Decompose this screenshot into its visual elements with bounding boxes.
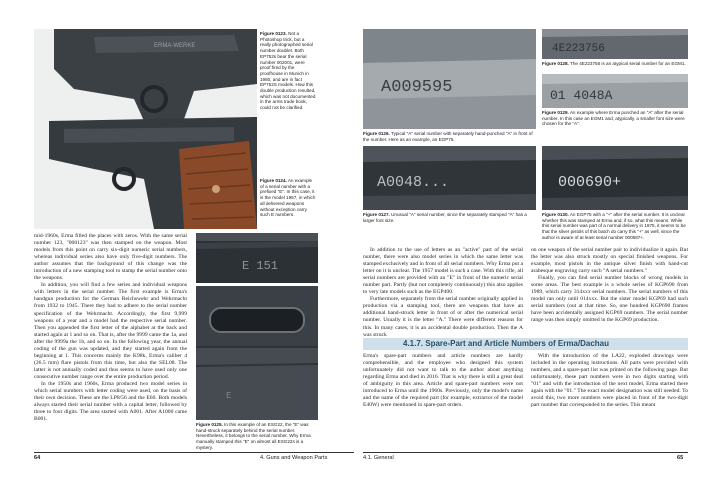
section-heading: 4.1.7. Spare-Part and Article Numbers of Erma/Dachau [403, 339, 609, 348]
figure-0126-label: Figure 0126. [363, 131, 390, 136]
left-footer-rule [34, 452, 354, 453]
stamp-0124: E 151 [242, 259, 279, 273]
left-running-head: 4. Guns and Weapon Parts [260, 455, 328, 461]
right-paragraph-1: on one weapon of the serial number pair to individualize it again. But the letter was also struck mostly on special finished weapons. For example, most pistols in the antique silver finish with hand-cut arabesque engraving carry such "A serial numbers." [531, 247, 688, 275]
left-paragraph-3: In the 1950s and 1960s, Erma produced two model series in which serial numbers with letter coding were used, on the basis of their own decision. These are the LP8/56 and the E60. Both models always started their serial number with a capital letter, followed by three to four digits. The area started with A001. After A1000 came B001. [34, 380, 187, 423]
stamp-0128: 4E223756 [552, 43, 605, 55]
right-column-text [531, 247, 688, 325]
stamp-0127: A0048... [377, 174, 450, 191]
figure-0128-photo [542, 29, 688, 59]
middle-column-text [363, 247, 523, 339]
stamp-0126: A009595 [381, 78, 453, 97]
figure-0130-label: Figure 0130. [542, 212, 569, 217]
figure-0127-caption [363, 212, 536, 223]
figure-0124-text: An example of a serial number with a prefixed "E". In this case, it is the model 1957, in which all delivered weapons without exception carry such E numbers. [260, 178, 316, 218]
stamp-0123: ERMA-WERKE [154, 43, 196, 49]
right-page-number: 65 [677, 455, 684, 461]
section-left-paragraph: Erma's spare-part numbers and article numbers are hardly comprehensible, and the employee who designed this system unfortunately did not want to talk to the author about anything regarding Erma and died in 2016. That is why there is still a great deal of ambiguity in this area. Article and spare-part numbers were not introduced to Erma until the 1960s. Previously, only the model's name and the name of the required part (for example, extractor of the model E40W) were mentioned in spare-part orders. [363, 353, 523, 409]
figure-0125-label: Figure 0125. [196, 422, 223, 427]
figure-0124-caption [260, 178, 316, 218]
figure-0123-text: Not a Photoshop trick, but a really photographed serial number doublet. Both EP752s bear the serial number 002001, were proof fired by the proofhouse in Munich in 1980, and are in fact EP752S models. How this double production resulted, which was not documented in the arms trade book, could not be clarified. [260, 31, 316, 111]
figure-0126-photo [363, 29, 536, 129]
left-paragraph-1: mid-1960s, Erma filled the places with zeros. With the same serial number 123, "000123" was then stamped on the weapon. Most models from this point on carry six-digit numeric serial numbers, whereas individual series also have only five-digit numbers. The author assumes that the background of this change was the introduction of a new stamping tool to stamp the serial number onto the weapons. [34, 233, 187, 282]
figure-0123-label: Figure 0123. [260, 31, 287, 36]
section-right-paragraph: With the introduction of the LA22, exploded drawings were included in the operating instructions. All parts were provided with numbers, and a spare-part list was printed on the following page. But unfortunately, these part numbers were in two digits starting with "01" and with the introduction of the next model, Erma started there again with the "01." The exact model designation was still needed. To avoid this, two more numbers were placed in front of the two-digit part number that corresponded to the series. This meant [531, 353, 688, 409]
figure-0128-caption [542, 61, 688, 67]
figure-0130-photo [542, 146, 688, 210]
figure-0126-text: Typical "A" serial number with separately hand-punched "A" in front of the number. Here as an example, an EGP75. [363, 131, 533, 142]
figure-0130-caption [542, 212, 688, 241]
right-footer-rule [363, 452, 688, 453]
figure-0125-photo [196, 286, 318, 420]
figure-0130-text: An EGP75 with a "+" after the serial number. It is unclear whether this was stamped at Erma and, if so, what this means. While this serial number was part of a normal delivery in 1975, it seems to be that the silver pistols of this batch do carry this "+" as well, since the author is aware of at least serial number 000687+. [542, 212, 686, 240]
figure-0129-text: An example where Erma punched an "A" after the serial number. In this case an EGM1 and, atypically, a smaller font size were chosen for the "A". [542, 110, 685, 127]
figure-0125-text: In this example of an ESG22, the "E" was hand-struck separately behind the serial number. Nevertheless, it belongs to the serial number. Why Erma manually stamped this "E" on almost all ESG22s is a mystery. [196, 422, 311, 450]
middle-paragraph-2: Furthermore, separately from the serial number originally applied in production via a stamping tool, there are weapons that have an additional hand-struck letter in front of or after the numerical serial number. Usually it is the letter "A." There were different reasons for this. In many cases, it is an accidental double production. Then the A was struck [363, 296, 523, 338]
figure-0128-text: The 4E223756 is an atypical serial number for an EGM1. [570, 61, 686, 66]
svg-text:E: E [226, 391, 232, 401]
right-paragraph-2: Finally, you can find serial number blocks of wrong models in some areas. The best example is a whole series of KGP690 from 1989, which carry 314xxx serial numbers. The serial numbers of this model ran only until 014xxx. But the sister model KGP69 had such serial numbers (out at that time. So, one hundred KGP690 frames have been accidentally assigned KGP69 numbers. The serial number range was then simply omitted in the KGP69 production. [531, 275, 688, 324]
figure-0127-text: Unusual "A" serial number, since the separately stamped "A" has a larger font size. [363, 212, 527, 223]
figure-0127-photo [363, 146, 536, 210]
figure-0129-label: Figure 0129. [542, 110, 569, 115]
figure-0127-label: Figure 0127. [363, 212, 390, 217]
left-paragraph-2: In addition, you will find a few series and individual weapons with letters in the serial number. The first example is Erma's handgun production for the German Reichswehr and Wehrmacht from 1932 to 1945. There they had to adhere to the serial number specification of the Wehrmacht. Accordingly, the first 9,999 weapons of a year and a model had the respective serial number. Then you appended the first letter of the alphabet at the back and started again at 1 and so on. That is, after the 9999 came the 1a, and after the 9999a the 1b, and so on. In the following year, the annual coding of the gun was updated, and they started again from the beginning at 1. This concerns mainly the K98k, Erma's caliber 4 (26.5 mm) flare pistols from this time, but also the SEL08. The latter is not annually coded and thus seems to have used only one consecutive number range over the entire production period. [34, 282, 187, 380]
figure-0123-caption [260, 31, 316, 111]
figure-0124-label: Figure 0124. [260, 178, 287, 183]
left-page-number: 64 [34, 455, 41, 461]
middle-paragraph-1: In addition to the use of letters as an "active" part of the serial number, there were also model series in which the same letter was stamped exclusively and in front of all serial numbers. Why Erma put a letter on it is unclear. The 1957 model is such a case. With this rifle, all serial numbers are provided with an "E" in front of the numeric serial number part. Partly (but not completely continuously) this also applies to very late models such as the EGP400. [363, 247, 523, 296]
figure-0129-photo [542, 74, 688, 108]
left-column-text [34, 233, 187, 423]
right-running-head: 4.1. General [363, 455, 394, 461]
stamp-0130: 000690+ [558, 174, 622, 191]
figure-0129-caption [542, 110, 688, 127]
section-right-text [531, 353, 688, 409]
figure-0124-photo [196, 233, 318, 283]
figure-0128-label: Figure 0128. [542, 61, 569, 66]
section-left-text [363, 353, 523, 409]
stamp-0129: 01 4048A [550, 88, 613, 103]
figure-0123-photo [34, 29, 257, 229]
figure-0125-caption [196, 422, 320, 451]
figure-0126-caption [363, 131, 536, 142]
